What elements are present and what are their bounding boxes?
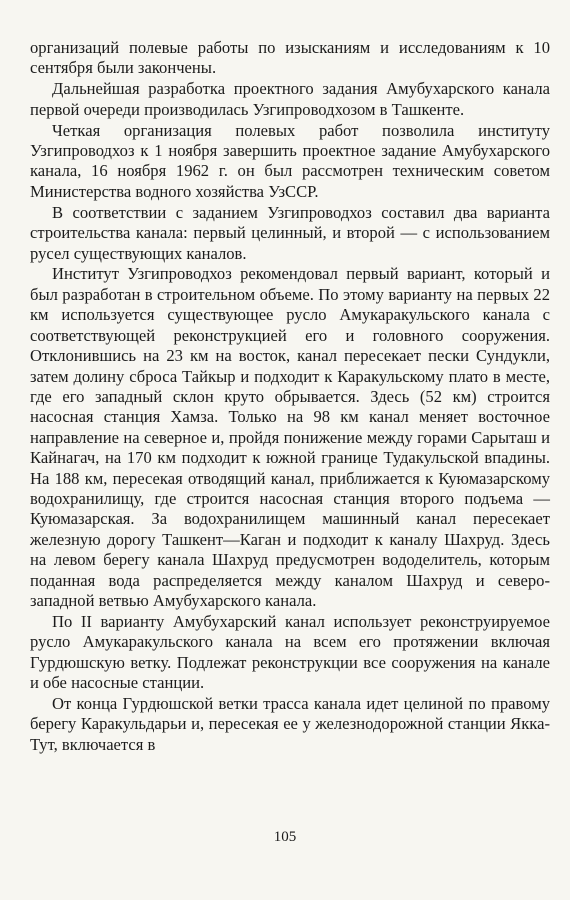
paragraph: По II варианту Амубухарский канал использует реконструируемое русло Амукаракульского канала на всем его протяжении включая Гурдюшскую ветку. Подлежат реконструкции все сооружения на канале и обе насосные станции.	[30, 611, 550, 693]
body-text	[30, 38, 550, 756]
paragraph: Институт Узгипроводхоз рекомендовал первый вариант, который и был разработан в строительном объеме. По этому варианту на первых 22 км используется существующее русло Амукаракульского канала с соответствующей реконструкцией его и головного сооружения. Отклонившись на 23 км на восток, канал пересекает пески Сундукли, затем долину сброса Тайкыр и подходит к Каракульскому плато в месте, где его западный склон круто обрывается. Здесь (52 км) строится насосная станция Хамза. Только на 98 км канал меняет восточное направление на северное и, пройдя понижение между горами Сарыташ и Кайнагач, на 170 км подходит к южной границе Тудакульской впадины. На 188 км, пересекая отводящий канал, приближается к Куюмазарскому водохранилищу, где строится насосная станция второго подъема — Куюмазарская. За водохранилищем машинный канал пересекает железную дорогу Ташкент—Каган и подходит к каналу Шахруд. Здесь на левом берегу канала Шахруд предусмотрен вододелитель, которым поданная вода распределяется между каналом Шахруд и северо-западной ветвью Амубухарского канала.	[30, 264, 550, 610]
page-number: 105	[273, 829, 297, 845]
paragraph: Четкая организация полевых работ позволила институту Узгипроводхоз к 1 ноября завершить проектное задание Амубухарского канала, 16 ноября 1962 г. он был рассмотрен техническим советом Министерства водного хозяйства УзССР.	[30, 120, 550, 201]
paragraph: В соответствии с заданием Узгипроводхоз составил два варианта строительства канала: первый целинный, и второй — с использованием русел существующих каналов.	[30, 202, 550, 263]
paragraph-continuation: организаций полевые работы по изысканиям и исследованиям к 10 сентября были закончены.	[30, 38, 550, 78]
paragraph: Дальнейшая разработка проектного задания Амубухарского канала первой очереди производилась Узгипроводхозом в Ташкенте.	[30, 79, 550, 119]
paragraph: От конца Гурдюшской ветки трасса канала идет целиной по правому берегу Каракульдарьи и, пересекая ее у железнодорожной станции Якка-Тут, включается в	[30, 694, 550, 754]
